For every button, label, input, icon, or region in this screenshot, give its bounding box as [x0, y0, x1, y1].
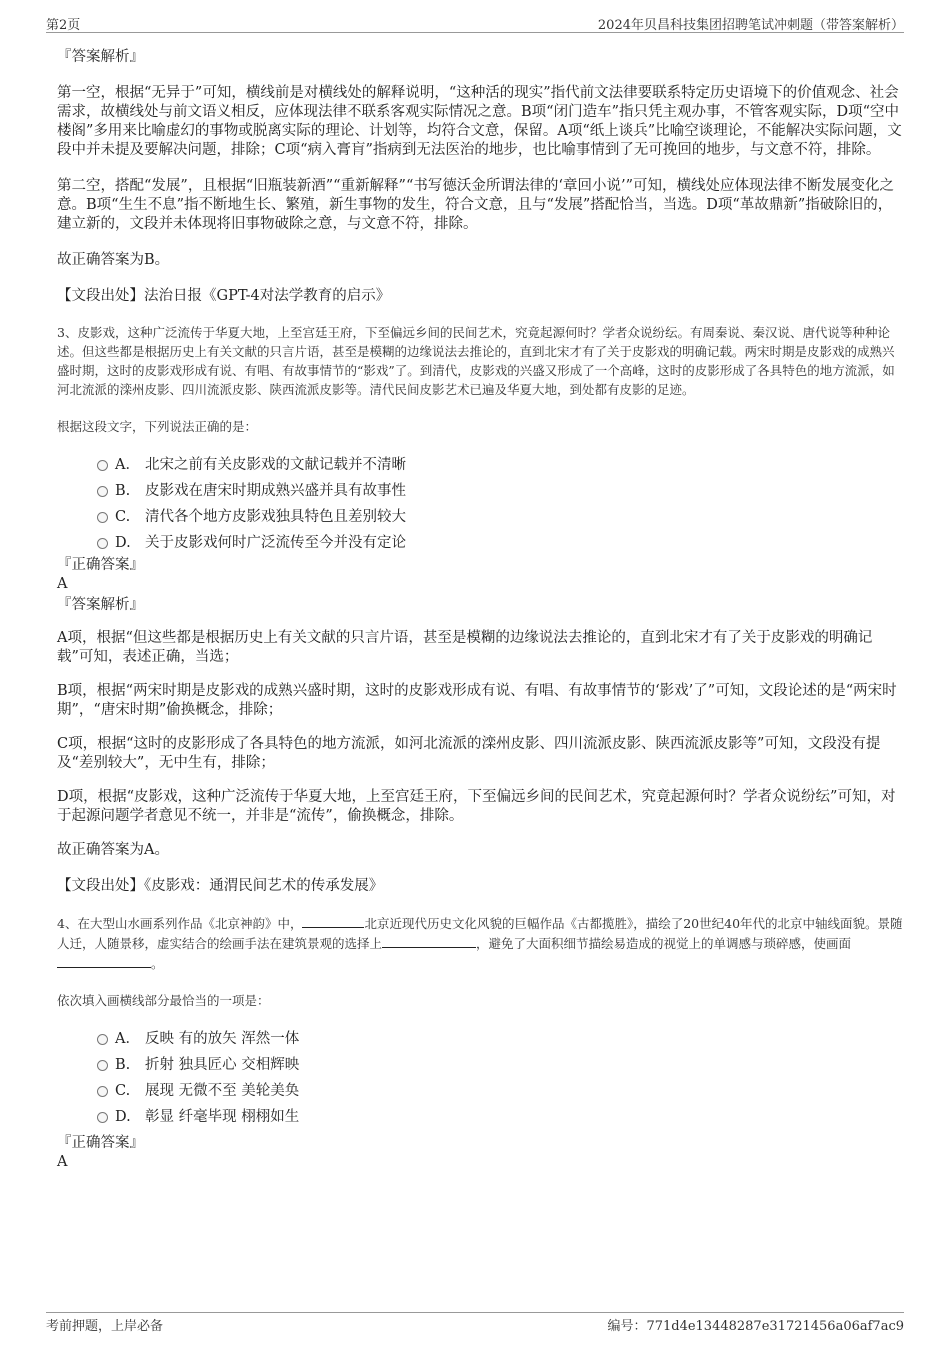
- radio-icon[interactable]: [97, 538, 108, 549]
- analysis-label: 『答案解析』: [57, 49, 144, 65]
- source-text: 【文段出处】法治日报《GPT-4对法学教育的启示》: [57, 288, 391, 304]
- analysis-paragraph: D项，根据“皮影戏，这种广泛流传于华夏大地，上至宫廷王府，下至偏远乡间的民间艺术，究竟起源何时？学者众说纷纭”可知，对于起源问题学者意见不统一，并非是“流传”，偷换概念，排除。: [57, 789, 896, 824]
- option-text: 关于皮影戏何时广泛流传至今并没有定论: [145, 535, 406, 551]
- answer-value: A: [57, 576, 68, 592]
- option-c[interactable]: [57, 504, 904, 530]
- option-d[interactable]: [57, 1104, 904, 1130]
- analysis-paragraph: A项，根据“但这些都是根据历史上有关文献的只言片语，甚至是模糊的边缘说法去推论的，直到北宋才有了关于皮影戏的明确记载”可知，表述正确，当选；: [57, 630, 873, 665]
- option-a[interactable]: [57, 452, 904, 478]
- options-list: [57, 452, 904, 556]
- answer-label: 『正确答案』: [57, 557, 144, 573]
- option-c[interactable]: [57, 1078, 904, 1104]
- page-number: 第2页: [46, 18, 81, 33]
- page-content: [57, 44, 904, 1172]
- option-text: 彰显 纤毫毕现 栩栩如生: [145, 1109, 300, 1125]
- question-prompt: 依次填入画横线部分最恰当的一项是：: [57, 993, 270, 1008]
- option-text: 北宋之前有关皮影戏的文献记载并不清晰: [145, 457, 406, 473]
- option-text: 折射 独具匠心 交相辉映: [145, 1057, 300, 1073]
- radio-icon[interactable]: [97, 1060, 108, 1071]
- conclusion-text: 故正确答案为A。: [57, 842, 169, 858]
- analysis-label: 『答案解析』: [57, 597, 144, 613]
- option-text: 反映 有的放矢 浑然一体: [145, 1031, 300, 1047]
- radio-icon[interactable]: [97, 1112, 108, 1123]
- question-prompt: 根据这段文字，下列说法正确的是：: [57, 419, 258, 434]
- fill-blank-3[interactable]: [57, 953, 151, 968]
- option-text: 皮影戏在唐宋时期成熟兴盛并具有故事性: [145, 483, 406, 499]
- option-key: A．: [115, 1031, 140, 1047]
- radio-icon[interactable]: [97, 460, 108, 471]
- radio-icon[interactable]: [97, 486, 108, 497]
- option-text: 展现 无微不至 美轮美奂: [145, 1083, 300, 1099]
- radio-icon[interactable]: [97, 1086, 108, 1097]
- option-key: A．: [115, 457, 140, 473]
- answer-label: 『正确答案』: [57, 1135, 144, 1151]
- radio-icon[interactable]: [97, 512, 108, 523]
- page-header: [46, 12, 904, 33]
- answer-value: A: [57, 1154, 68, 1170]
- option-text: 清代各个地方皮影戏独具特色且差别较大: [145, 509, 406, 525]
- option-key: D.: [115, 1109, 131, 1125]
- option-b[interactable]: [57, 1052, 904, 1078]
- fill-blank-1[interactable]: [302, 913, 364, 928]
- options-list: [57, 1026, 904, 1130]
- option-key: C.: [115, 509, 131, 525]
- analysis-paragraph: C项，根据“这时的皮影形成了各具特色的地方流派，如河北流派的滦州皮影、四川流派皮影、陕西流派皮影等”可知，文段没有提及“差别较大”，无中生有，排除；: [57, 736, 881, 771]
- fill-blank-2[interactable]: [382, 933, 476, 948]
- question-passage: 3、皮影戏，这种广泛流传于华夏大地，上至宫廷王府，下至偏远乡间的民间艺术，究竟起源何时？学者众说纷纭。有周秦说、秦汉说、唐代说等种种论述。但这些都是根据历史上有关文献的只言片语，甚至是模糊的边缘说法去推论的，直到北宋才有了关于皮影戏的明确记载。两宋时期是皮影戏的成熟兴盛时期，这时的皮影戏形成有说、有唱、有故事情节的“影戏”了。到清代，皮影戏的兴盛又形成了一个高峰，这时的皮影形成了各具特色的地方流派，如河北流派的滦州皮影、四川流派皮影、陕西流派皮影等。清代民间皮影艺术已遍及华夏大地，到处都有皮影的足迹。: [57, 325, 895, 397]
- source-text: 【文段出处】《皮影戏：通渭民间艺术的传承发展》: [57, 878, 384, 894]
- option-key: D.: [115, 535, 131, 551]
- option-b[interactable]: [57, 478, 904, 504]
- option-key: B.: [115, 483, 131, 499]
- footer-slogan: 考前押题，上岸必备: [46, 1319, 164, 1334]
- radio-icon[interactable]: [97, 1034, 108, 1045]
- analysis-paragraph: B项，根据“两宋时期是皮影戏的成熟兴盛时期，这时的皮影戏形成有说、有唱、有故事情节的‘影戏’了”可知，文段论述的是“两宋时期”，“唐宋时期”偷换概念，排除；: [57, 683, 897, 718]
- conclusion-text: 故正确答案为B。: [57, 252, 170, 268]
- question-passage: 4、在大型山水画系列作品《北京神韵》中， 北京近现代历史文化风貌的巨幅作品《古都揽胜》，描绘了20世纪40年代的北京中轴线面貌。景随人迁，人随景移，虚实结合的绘画手法在建筑景观的选择上 ，避免了大面积细节描绘易造成的视觉上的单调感与琐碎感，使画面。: [57, 913, 904, 973]
- analysis-paragraph: 第二空，搭配“发展”，且根据“旧瓶装新酒”“重新解释”“书写德沃金所谓法律的‘章回小说’”可知，横线处应体现法律不断发展变化之意。B项“生生不息”指不断地生长、繁殖，新生事物的发生，符合文意，且与“发展”搭配恰当，当选。D项“革故鼎新”指破除旧的，建立新的，文段并未体现将旧事物破除之意，与文意不符，排除。: [57, 178, 895, 232]
- analysis-paragraph: 第一空，根据“无异于”可知，横线前是对横线处的解释说明，“这种活的现实”指代前文法律要联系特定历史语境下的价值观念、社会需求，故横线处与前文语义相反，应体现法律不联系客观实际情况之意。B项“闭门造车”指只凭主观办事，不管客观实际，D项“空中楼阁”多用来比喻虚幻的事物或脱离实际的理论、计划等，均符合文意，保留。A项“纸上谈兵”比喻空谈理论，不能解决实际问题，文段中并未提及要解决问题，排除；C项“病入膏肓”指病到无法医治的地步，也比喻事情到了无可挽回的地步，与文意不符，排除。: [57, 85, 902, 158]
- option-d[interactable]: [57, 530, 904, 556]
- option-a[interactable]: [57, 1026, 904, 1052]
- document-title: 2024年贝昌科技集团招聘笔试冲刺题（带答案解析）: [597, 18, 904, 33]
- option-key: C.: [115, 1083, 131, 1099]
- document-id: 编号：771d4e13448287e31721456a06af7ac9: [607, 1319, 904, 1334]
- option-key: B.: [115, 1057, 131, 1073]
- page-footer: [46, 1312, 904, 1334]
